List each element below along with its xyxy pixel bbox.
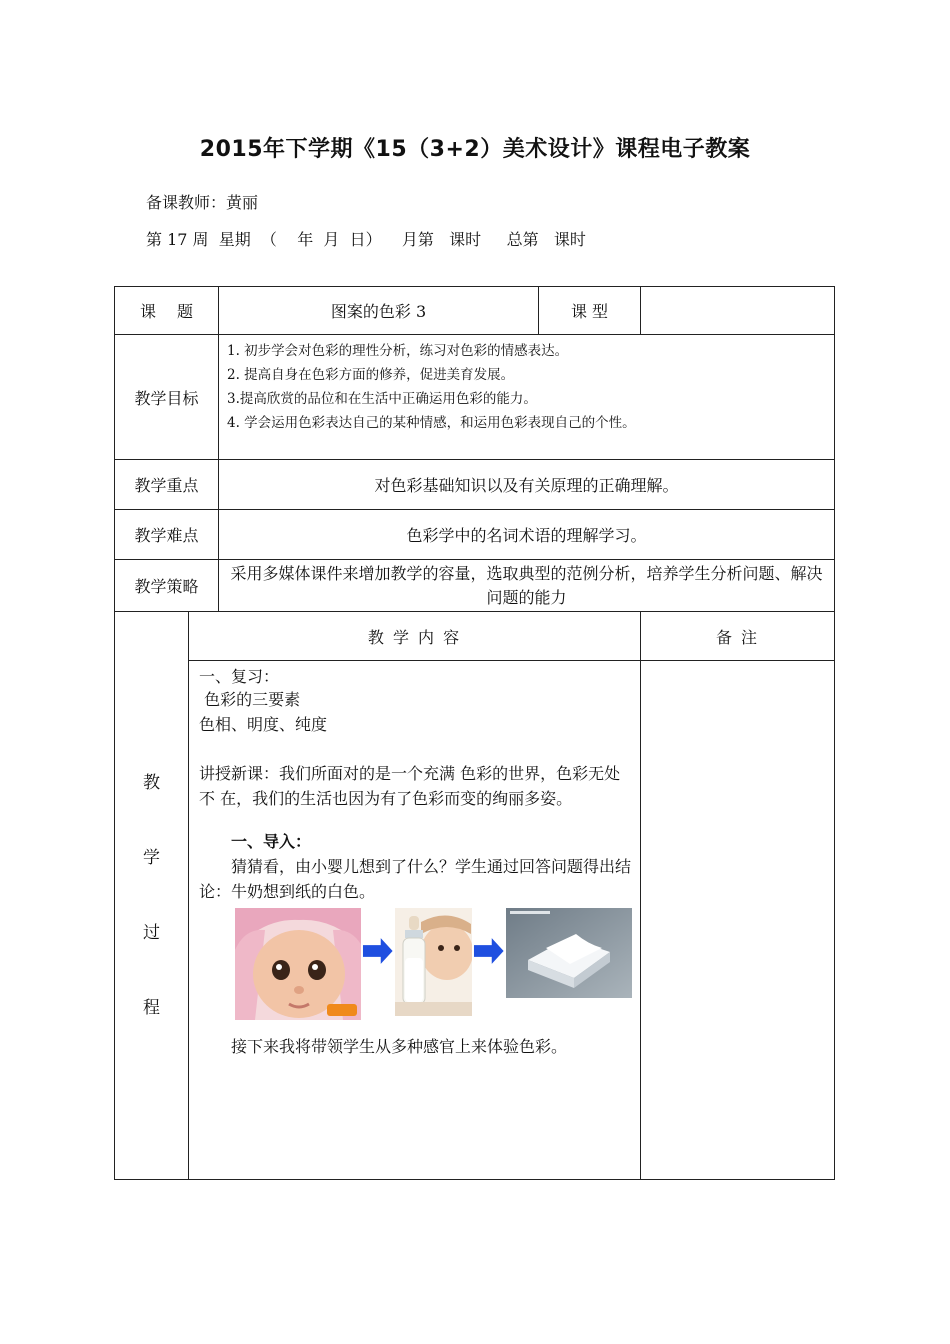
goals-list bbox=[219, 335, 835, 460]
content-header: 教 学 内 容 bbox=[189, 612, 641, 661]
type-value bbox=[641, 287, 835, 335]
baby-image bbox=[235, 908, 361, 1020]
goals-label: 教学目标 bbox=[115, 335, 219, 460]
focus-value: 对色彩基础知识以及有关原理的正确理解。 bbox=[219, 460, 835, 510]
intro-title: 一、导入： bbox=[231, 832, 312, 851]
process-char: 学 bbox=[143, 847, 160, 868]
milk-bottle-image bbox=[395, 908, 472, 1016]
goal-item: 4. 学会运用色彩表达自己的某种情感，和运用色彩表现自己的个性。 bbox=[227, 415, 636, 431]
closing-text: 接下来我将带领学生从多种感官上来体验色彩。 bbox=[231, 1037, 568, 1056]
notes-header: 备 注 bbox=[641, 612, 835, 661]
topic-value: 图案的色彩 3 bbox=[219, 287, 539, 335]
difficulty-value: 色彩学中的名词术语的理解学习。 bbox=[219, 510, 835, 560]
process-char: 教 bbox=[143, 772, 160, 793]
review-title: 一、复习： bbox=[199, 667, 280, 686]
process-label bbox=[115, 612, 189, 1180]
document-title: 2015年下学期《15（3+2）美术设计》课程电子教案 bbox=[199, 137, 751, 162]
strategy-value: 采用多媒体课件来增加教学的容量，选取典型的范例分析，培养学生分析问题、解决问题的能力 bbox=[219, 560, 835, 612]
teacher-line: 备课教师：黄丽 bbox=[146, 193, 259, 212]
goal-item: 2. 提高自身在色彩方面的修养，促进美育发展。 bbox=[227, 367, 515, 383]
schedule-line: 第 17 周 星期 （ 年 月 日） 月第 课时 总第 课时 bbox=[146, 230, 586, 249]
review-detail: 色相、明度、纯度 bbox=[199, 715, 328, 734]
difficulty-label: 教学难点 bbox=[115, 510, 219, 560]
illustration-row bbox=[235, 908, 632, 1020]
paper-stack-image bbox=[506, 908, 632, 998]
content-cell bbox=[189, 661, 641, 1180]
goal-item: 1. 初步学会对色彩的理性分析，练习对色彩的情感表达。 bbox=[227, 343, 569, 359]
type-label: 课 型 bbox=[539, 287, 641, 335]
strategy-label: 教学策略 bbox=[115, 560, 219, 612]
intro-text: 猜猜看，由小婴儿想到了什么？学生通过回答问题得出结论：牛奶想到纸的白色。 bbox=[199, 857, 632, 901]
new-lesson-text: 讲授新课：我们所面对的是一个充满 色彩的世界，色彩无处不 在，我们的生活也因为有了色彩而变的绚丽多姿。 bbox=[199, 764, 621, 808]
lesson-plan-table bbox=[114, 286, 835, 1180]
process-char: 过 bbox=[143, 922, 160, 943]
goal-item: 3.提高欣赏的品位和在生活中正确运用色彩的能力。 bbox=[227, 391, 537, 407]
review-item: 色彩的三要素 bbox=[199, 690, 301, 709]
arrow-icon bbox=[361, 936, 395, 966]
process-char: 程 bbox=[143, 997, 160, 1018]
topic-label: 课 题 bbox=[115, 287, 219, 335]
notes-cell bbox=[641, 661, 835, 1180]
arrow-icon bbox=[472, 936, 506, 966]
focus-label: 教学重点 bbox=[115, 460, 219, 510]
